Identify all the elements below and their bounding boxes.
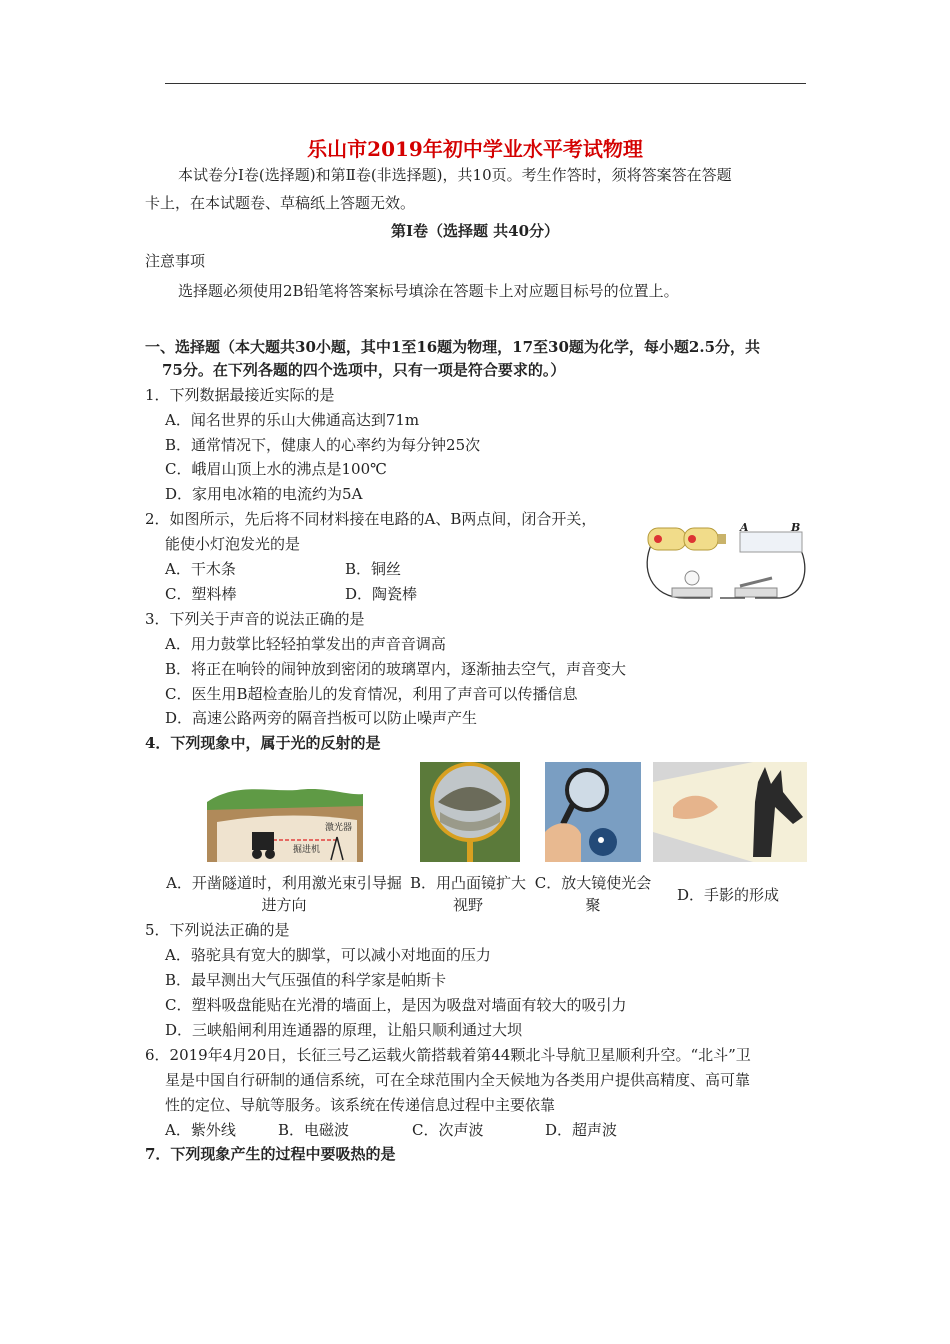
q6-stem-3: 性的定位、导航等服务。该系统在传递信息过程中主要依靠: [165, 1096, 556, 1114]
section-heading-2: 75分。在下列各题的四个选项中，只有一项是符合要求的。）: [162, 361, 566, 379]
q3-option-d: D．高速公路两旁的隔音挡板可以防止噪声产生: [165, 709, 478, 727]
q1-option-b: B．通常情况下，健康人的心率约为每分钟25次: [165, 436, 481, 454]
q4-option-a: A．开凿隧道时，利用激光束引导掘进方向: [166, 874, 402, 914]
q3-option-a: A．用力鼓掌比轻轻拍掌发出的声音音调高: [165, 635, 446, 653]
q6-option-d: D．超声波: [545, 1121, 618, 1139]
q2-option-c: C．塑料棒: [165, 585, 237, 603]
q1-stem: 1．下列数据最接近实际的是: [145, 386, 335, 404]
q6-stem-2: 星是中国自行研制的通信系统，可在全球范围内全天候地为各类用户提供高精度、高可靠: [165, 1071, 751, 1089]
q3-option-b: B．将正在响铃的闹钟放到密闭的玻璃罩内，逐渐抽去空气，声音变大: [165, 660, 627, 678]
fig-point-b: B: [791, 521, 801, 534]
hand-shadow-figure: [653, 762, 807, 862]
intro-line-2: 卡上，在本试题卷、草稿纸上答题无效。: [145, 194, 416, 212]
q3-option-c: C．医生用B超检查胎儿的发育情况，利用了声音可以传播信息: [165, 685, 578, 703]
q6-option-a: A．紫外线: [165, 1121, 236, 1139]
circuit-figure: [640, 518, 810, 606]
section-heading-1: 一、选择题（本大题共30小题，其中1至16题为物理，17至30题为化学，每小题2.5分，共: [145, 338, 761, 356]
q4-option-b: B．用凸面镜扩大视野: [409, 874, 527, 914]
q7-stem: 7．下列现象产生的过程中要吸热的是: [145, 1145, 396, 1163]
q2-stem-1: 2．如图所示，先后将不同材料接在电路的A、B两点间，闭合开关，: [145, 510, 597, 528]
q1-option-c: C．峨眉山顶上水的沸点是100℃: [165, 460, 387, 478]
q5-option-d: D．三峡船闸利用连通器的原理，让船只顺利通过大坝: [165, 1021, 523, 1039]
header-rule: [165, 83, 806, 84]
q2-option-a: A．干木条: [165, 560, 236, 578]
q4-stem: 4．下列现象中，属于光的反射的是: [145, 734, 381, 752]
q3-stem: 3．下列关于声音的说法正确的是: [145, 610, 365, 628]
magnifier-figure: [545, 762, 641, 862]
tunnel-figure: [207, 782, 363, 862]
q5-option-a: A．骆驼具有宽大的脚掌，可以减小对地面的压力: [165, 946, 491, 964]
q2-stem-2: 能使小灯泡发光的是: [165, 535, 301, 553]
fig-laser-label: 激光器: [325, 823, 353, 833]
q6-option-c: C．次声波: [412, 1121, 484, 1139]
q5-option-b: B．最早测出大气压强值的科学家是帕斯卡: [165, 971, 447, 989]
q1-option-d: D．家用电冰箱的电流约为5A: [165, 485, 363, 503]
fig-point-a: A: [740, 521, 749, 534]
notice-title: 注意事项: [145, 252, 206, 270]
part1-title: 第Ⅰ卷（选择题 共40分）: [390, 222, 560, 240]
q2-option-b: B．铜丝: [345, 560, 402, 578]
notice-text: 选择题必须使用2B铅笔将答案标号填涂在答题卡上对应题目标号的位置上。: [178, 282, 679, 300]
q4-option-d: D．手影的形成: [677, 886, 780, 904]
convex-mirror-figure: [420, 762, 520, 862]
q2-option-d: D．陶瓷棒: [345, 585, 418, 603]
q6-stem-1: 6．2019年4月20日，长征三号乙运载火箭搭载着第44颗北斗导航卫星顺利升空。“北斗”卫: [145, 1046, 751, 1064]
q1-option-a: A．闻名世界的乐山大佛通高达到71m: [165, 411, 420, 429]
page-title: 乐山市2019年初中学业水平考试物理: [307, 137, 643, 161]
fig-machine-label: 掘进机: [293, 845, 321, 855]
q4-option-c: C．放大镜使光会聚: [534, 874, 652, 914]
q6-option-b: B．电磁波: [278, 1121, 350, 1139]
q5-stem: 5．下列说法正确的是: [145, 921, 290, 939]
intro-line-1: 本试卷分Ⅰ卷(选择题)和第Ⅱ卷(非选择题)，共10页。考生作答时，须将答案答在答题: [178, 166, 732, 184]
q5-option-c: C．塑料吸盘能贴在光滑的墙面上，是因为吸盘对墙面有较大的吸引力: [165, 996, 627, 1014]
